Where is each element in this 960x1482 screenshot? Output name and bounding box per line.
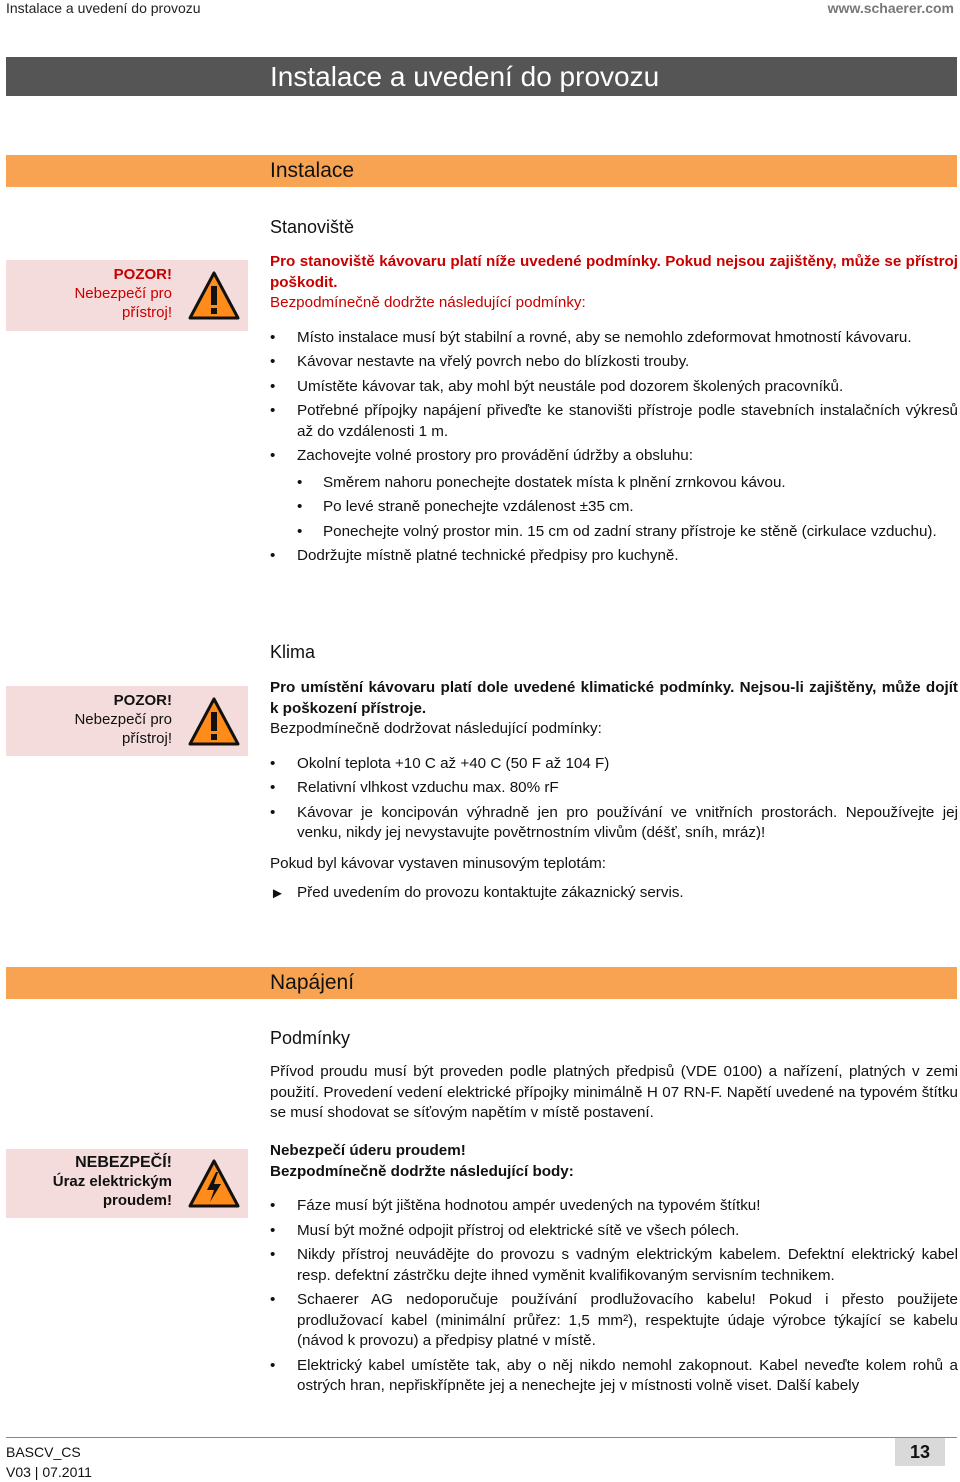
- napajeni-content: [270, 1141, 958, 1401]
- podminky-text: Přívod proudu musí být proveden podle platných předpisů (VDE 0100) a nařízení, platných v zemi použití. Provedení vedení elektrické přípojky minimálně H 07 RN-F. Napětí uvedené na typovém štítku se musí shodovat se síťovým napětím v místě postavení.: [270, 1063, 958, 1121]
- list-item: • Schaerer AG nedoporučuje používání prodlužovacího kabelu! Pokud i přesto použijete prodlužovací kabel (minimální průřez: 1,5 mm²), respektujte údaje výrobce týkající se kabelu (návod k provozu) a předpisy platné v místě.: [270, 1290, 958, 1352]
- list-item: • Kávovar nestavte na vřelý povrch nebo do blízkosti trouby.: [270, 352, 958, 373]
- list-item: • Kávovar je koncipován výhradně jen pro používání ve vnitřních prostorách. Nepoužívejte jej venku, nikdy jej nevystavujte povětrnostním vlivům (déšť, sníh, mráz)!: [270, 803, 958, 844]
- page-title: Instalace a uvedení do provozu: [270, 61, 660, 92]
- warning-box-napajeni: [6, 1149, 248, 1218]
- list-item: [270, 446, 958, 542]
- section-title-napajeni: Napájení: [270, 971, 355, 994]
- klima-action: [270, 883, 958, 904]
- arrow-right-icon: ►: [270, 885, 285, 902]
- warning-title: POZOR!: [113, 692, 172, 709]
- list-item: • Nikdy přístroj neuvádějte do provozu s vadným elektrickým kabelem. Defektní elektrický kabel resp. defektní zástrčku dejte ihned vyměnit kvalifikovaným servisním technikem.: [270, 1245, 958, 1286]
- footer-version: V03 | 07.2011: [6, 1464, 92, 1480]
- page-number: 13: [895, 1438, 945, 1466]
- heading-stanoviste: Stanoviště: [270, 217, 355, 237]
- footer-divider: [6, 1437, 957, 1438]
- warning-title: POZOR!: [113, 266, 172, 283]
- sublist-item: • Ponechejte volný prostor min. 15 cm od zadní strany přístroje ke stěně (cirkulace vzduchu).: [297, 522, 958, 543]
- section-bar-napajeni: [6, 967, 957, 999]
- warning-label: [74, 691, 172, 748]
- heading-podminky: Podmínky: [270, 1028, 351, 1048]
- list-item: • Musí být možné odpojit přístroj od elektrické sítě ve všech pólech.: [270, 1221, 958, 1242]
- warning-label: [74, 265, 172, 322]
- klima-note: Pokud byl kávovar vystaven minusovým teplotám:: [270, 854, 606, 872]
- list-item: • Relativní vlhkost vzduchu max. 80% rF: [270, 778, 958, 799]
- klima-intro-2: Bezpodmínečně dodržovat následující podmínky:: [270, 720, 602, 737]
- warning-title: NEBEZPEČÍ!: [75, 1154, 172, 1171]
- klima-action-text: Před uvedením do provozu kontaktujte zákaznický servis.: [297, 884, 684, 901]
- klima-content: [270, 678, 958, 904]
- heading-klima: Klima: [270, 642, 316, 662]
- warning-line: Nebezpečí pro: [74, 711, 172, 728]
- header-doc-title: Instalace a uvedení do provozu: [6, 0, 201, 16]
- section-bar-instalace: [6, 155, 957, 187]
- warning-line: Úraz elektrickým: [52, 1173, 172, 1190]
- list-item-text: Zachovejte volné prostory pro provádění údržby a obsluhu:: [297, 447, 693, 464]
- list-item: • Okolní teplota +10 C až +40 C (50 F až 104 F): [270, 754, 958, 775]
- warning-triangle-icon: [188, 696, 240, 748]
- list-item: • Místo instalace musí být stabilní a rovné, aby se nemohlo zdeformovat hmotností kávovaru.: [270, 328, 958, 349]
- list-item: • Dodržujte místně platné technické předpisy pro kuchyně.: [270, 546, 958, 567]
- stanoviste-intro-2: Bezpodmínečně dodržte následující podmínky:: [270, 294, 586, 311]
- header-website-link[interactable]: www.schaerer.com: [827, 0, 954, 16]
- stanoviste-sublist: [297, 473, 958, 543]
- klima-intro: Pro umístění kávovaru platí dole uvedené klimatické podmínky. Nejsou-li zajištěny, může dojít k poškození přístroje.: [270, 679, 958, 717]
- list-item: • Fáze musí být jištěna hodnotou ampér uvedených na typovém štítku!: [270, 1196, 958, 1217]
- warning-line: přístroj!: [121, 730, 172, 747]
- footer-info: [6, 1442, 92, 1482]
- list-item: • Umístěte kávovar tak, aby mohl být neustále pod dozorem školených pracovníků.: [270, 377, 958, 398]
- section-title-instalace: Instalace: [270, 159, 355, 182]
- warning-line: Nebezpečí pro: [74, 285, 172, 302]
- list-item: • Elektrický kabel umístěte tak, aby o něj nikdo nemohl zakopnout. Kabel neveďte kolem rohů a ostrých hran, nepřiskřípněte jej a nenechejte jej v místnosti volně viset. Další kabely: [270, 1356, 958, 1397]
- warning-line: proudem!: [102, 1192, 172, 1209]
- warning-line: přístroj!: [121, 304, 172, 321]
- list-item: • Potřebné přípojky napájení přiveďte ke stanovišti přístroje podle stavebních instalačních výkresů až do vzdálenosti 1 m.: [270, 401, 958, 442]
- footer-doc-code: BASCV_CS: [6, 1444, 81, 1460]
- klima-list: [270, 754, 958, 844]
- warning-box-stanoviste: [6, 260, 248, 331]
- danger-heading: Nebezpečí úderu proudem!: [270, 1142, 466, 1159]
- warning-label: [53, 1153, 172, 1210]
- stanoviste-intro: Pro stanoviště kávovaru platí níže uvedené podmínky. Pokud nejsou zajištěny, může se přístroj poškodit.: [270, 253, 958, 291]
- electric-hazard-icon: [188, 1158, 240, 1210]
- sublist-item: • Po levé straně ponechejte vzdálenost ±35 cm.: [297, 497, 958, 518]
- napajeni-list: [270, 1196, 958, 1397]
- warning-triangle-icon: [188, 270, 240, 322]
- sublist-item: • Směrem nahoru ponechejte dostatek místa k plnění zrnkovou kávou.: [297, 473, 958, 494]
- stanoviste-list: [270, 328, 958, 567]
- danger-intro: Bezpodmínečně dodržte následující body:: [270, 1162, 574, 1180]
- warning-box-klima: [6, 686, 248, 756]
- stanoviste-content: [270, 252, 958, 571]
